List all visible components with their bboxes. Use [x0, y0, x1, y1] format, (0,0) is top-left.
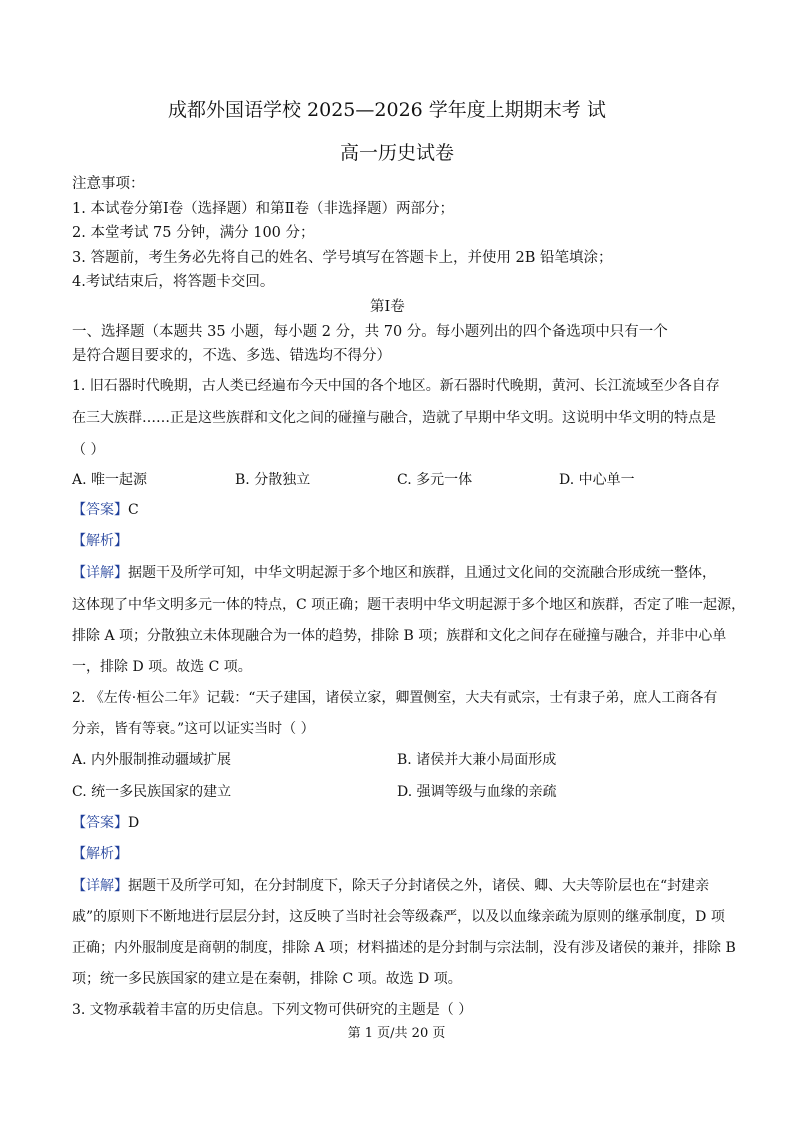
question-2-answer — [72, 813, 139, 833]
notice-heading: 注意事项： — [72, 176, 145, 192]
detail-text: 据题干及所学可知，在分封制度下，除天子分封诸侯之外，诸侯、卿、大夫等阶层也在“封建亲 — [128, 878, 710, 894]
question-1-stem: 在三大族群……正是这些族群和文化之间的碰撞与融合，造就了早期中华文明。这说明中华文明的特点是 — [72, 410, 716, 426]
notice-item: 1. 本试卷分第Ⅰ卷（选择题）和第Ⅱ卷（非选择题）两部分； — [72, 201, 455, 217]
question-2-option-c: C. 统一多民族国家的建立 — [72, 784, 232, 800]
question-2-option-b: B. 诸侯并大兼小局面形成 — [397, 752, 557, 768]
notice-item: 4.考试结束后，将答题卡交回。 — [72, 274, 275, 290]
question-1-option-c: C. 多元一体 — [397, 472, 473, 488]
analysis-tag: 【解析】 — [72, 533, 128, 549]
question-1-detail — [72, 563, 716, 583]
question-2-stem: 2. 《左传·桓公二年》记载：“天子建国，诸侯立家，卿置侧室，大夫有贰宗，士有隶子弟，庶人工商各有 — [72, 690, 718, 706]
question-1-stem: （ ） — [72, 442, 105, 458]
answer-tag: 【答案】 — [72, 502, 128, 518]
page-footer: 第 1 页/共 20 页 — [347, 1026, 446, 1041]
question-2-detail — [72, 876, 709, 896]
detail-text: 据题干及所学可知，中华文明起源于多个地区和族群，且通过文化间的交流融合形成统一整体， — [128, 565, 716, 581]
question-1-detail: 一，排除 D 项。故选 C 项。 — [72, 659, 252, 675]
question-1-detail: 这体现了中华文明多元一体的特点，C 项正确；题干表明中华文明起源于多个地区和族群，否定了唯一起源， — [72, 597, 746, 613]
question-1-option-a: A. 唯一起源 — [72, 472, 148, 488]
question-2-detail: 项；统一多民族国家的建立是在秦朝，排除 C 项。故选 D 项。 — [72, 971, 462, 987]
analysis-tag: 【解析】 — [72, 846, 128, 862]
question-2-detail: 正确；内外服制度是商朝的制度，排除 A 项；材料描述的是分封制与宗法制，没有涉及诸侯的兼并，排除 B — [72, 940, 736, 956]
question-1-answer — [72, 500, 139, 520]
section-intro: 是符合题目要求的，不选、多选、错选均不得分） — [72, 348, 391, 364]
answer-value: C — [128, 502, 139, 518]
section-title: 第Ⅰ卷 — [370, 299, 405, 315]
notice-item: 2. 本堂考试 75 分钟，满分 100 分； — [72, 225, 315, 241]
answer-tag: 【答案】 — [72, 815, 128, 831]
question-2-detail: 戚”的原则下不断地进行层层分封，这反映了当时社会等级森严，以及以血缘亲疏为原则的继承制度，D 项 — [72, 909, 725, 925]
question-2-option-d: D. 强调等级与血缘的亲疏 — [397, 784, 557, 800]
question-1-detail: 排除 A 项；分散独立未体现融合为一体的趋势，排除 B 项；族群和文化之间存在碰撞与融合，并非中心单 — [72, 628, 727, 644]
detail-tag: 【详解】 — [72, 878, 128, 894]
exam-title: 成都外国语学校 2025—2026 学年度上期期末考 试 — [168, 99, 606, 121]
answer-value: D — [128, 815, 140, 831]
exam-subtitle: 高一历史试卷 — [340, 142, 455, 164]
question-1-option-d: D. 中心单一 — [559, 472, 635, 488]
question-1-option-b: B. 分散独立 — [235, 472, 311, 488]
detail-tag: 【详解】 — [72, 565, 128, 581]
question-2-option-a: A. 内外服制推动疆域扩展 — [72, 752, 232, 768]
notice-item: 3. 答题前，考生务必先将自己的姓名、学号填写在答题卡上，并使用 2B 铅笔填涂； — [72, 250, 613, 266]
question-2-stem: 分亲，皆有等衰。”这可以证实当时（ ） — [72, 721, 315, 737]
question-1-stem: 1. 旧石器时代晚期，古人类已经遍布今天中国的各个地区。新石器时代晚期，黄河、长江流域至少各自存 — [72, 378, 720, 394]
section-intro: 一、选择题（本题共 35 小题，每小题 2 分，共 70 分。每小题列出的四个备选项中只有一个 — [72, 324, 668, 340]
question-3-stem: 3. 文物承载着丰富的历史信息。下列文物可供研究的主题是（ ） — [72, 1002, 473, 1018]
